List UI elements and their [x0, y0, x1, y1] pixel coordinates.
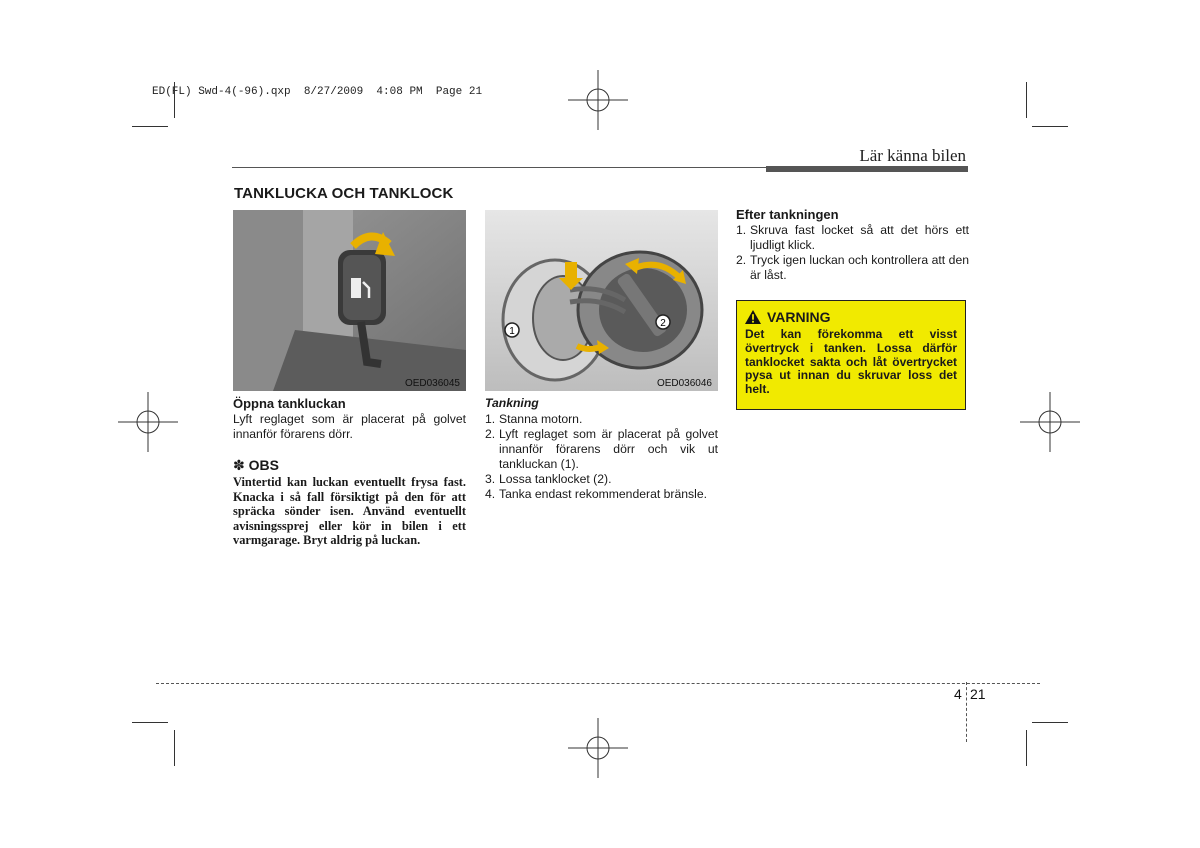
subheading: Öppna tankluckan [233, 396, 346, 411]
crop-mark [174, 730, 175, 766]
crop-mark [132, 722, 168, 723]
registration-mark-icon [568, 718, 628, 778]
page-number-separator [966, 682, 967, 742]
list-item: 3. Lossa tanklocket (2). [485, 472, 612, 486]
crop-mark [1032, 722, 1068, 723]
warning-box [736, 300, 966, 410]
list-item: 2. Lyft reglaget som är placerat på golvet innanför förarens dörr och vik ut tankluckan (1). [485, 427, 718, 471]
list-item: 1. Stanna motorn. [485, 412, 583, 426]
chapter-number: 4 [954, 686, 962, 702]
print-slug: ED(FL) Swd-4(-96).qxp 8/27/2009 4:08 PM Page 21 [152, 86, 483, 98]
list-item: 4. Tanka endast rekommenderat bränsle. [485, 487, 707, 501]
callout-2: 2 [660, 318, 666, 329]
section-title: Lär känna bilen [859, 146, 966, 165]
list-item: 1. Skruva fast locket så att det hörs ett ljudligt klick. [736, 223, 969, 252]
photo-code: OED036046 [656, 378, 712, 389]
registration-mark-icon [1020, 392, 1080, 452]
page-number: 21 [970, 686, 986, 702]
warning-triangle-icon [745, 310, 761, 324]
note-text: Vintertid kan luckan eventuellt frysa fast. Knacka i så fall försiktigt på den för att spräcka sönder isen. Använd eventuellt avisningssprej eller kör in bilen i ett varmgarage. Bryt aldrig på luckan. [233, 475, 466, 548]
registration-mark-icon [118, 392, 178, 452]
body-paragraph: Lyft reglaget som är placerat på golvet innanför förarens dörr. [233, 412, 466, 441]
note-title: ✽ OBS [233, 457, 279, 473]
crop-mark [1026, 730, 1027, 766]
fuel-door-lever-photo [233, 210, 466, 391]
page-heading: TANKLUCKA OCH TANKLOCK [234, 185, 454, 202]
registration-mark-icon [568, 70, 628, 130]
crop-mark [1026, 82, 1027, 118]
crop-mark [132, 126, 168, 127]
column-open-door [233, 396, 466, 548]
footer-rule [156, 683, 1040, 684]
warning-title: VARNING [745, 309, 957, 325]
photo-caption: Tankning [485, 396, 539, 410]
header-bar [766, 166, 968, 172]
refueling-steps [485, 412, 718, 502]
warning-text: Det kan förekomma ett visst övertryck i tanken. Lossa därför tanklocket sakta och låt övertrycket pysa ut innan du skruvar loss det helt. [745, 327, 957, 397]
crop-mark [1032, 126, 1068, 127]
column-after-refueling [736, 207, 969, 283]
after-steps [736, 223, 969, 283]
callout-1: 1 [509, 326, 515, 337]
photo-code: OED036045 [404, 378, 460, 389]
crop-mark [174, 82, 175, 118]
subheading: Efter tankningen [736, 207, 839, 222]
list-item: 2. Tryck igen luckan och kontrollera att den är låst. [736, 253, 969, 282]
fuel-cap-photo [485, 210, 718, 391]
column-refueling [485, 396, 718, 502]
